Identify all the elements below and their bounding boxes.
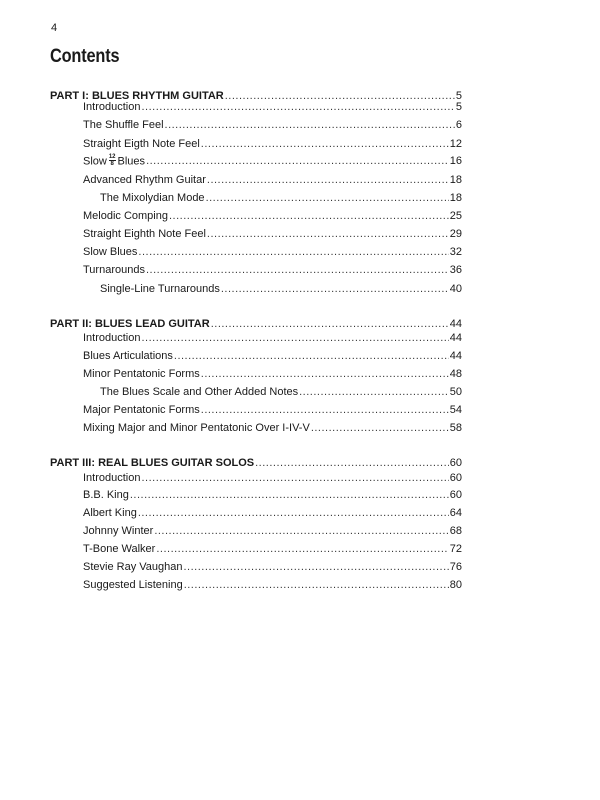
toc-entry (50, 332, 462, 345)
dot-leader (255, 457, 449, 470)
toc-entry (50, 457, 462, 470)
time-signature-bottom: 8 (110, 161, 114, 167)
toc-entry-page: 5 (455, 101, 462, 113)
dot-leader (206, 192, 449, 205)
toc-entry-page: 76 (449, 561, 462, 573)
toc-entry-title: PART II: BLUES LEAD GUITAR (50, 318, 210, 330)
toc-entry (50, 525, 462, 538)
toc-entry (50, 210, 462, 223)
toc-entry-title: The Blues Scale and Other Added Notes (100, 386, 299, 398)
toc-entry-title: The Mixolydian Mode (100, 192, 205, 204)
toc-entry-title: Introduction (83, 472, 141, 484)
toc-entry-title: Mixing Major and Minor Pentatonic Over I-IV-V (83, 422, 310, 434)
toc-entry-page: 36 (449, 264, 462, 276)
dot-leader (141, 332, 448, 345)
toc-entry-title-part: Slow (83, 155, 107, 168)
toc-entry (50, 283, 462, 296)
toc-entry-title: T-Bone Walker (83, 543, 156, 555)
toc-entry-title: Johnny Winter (83, 525, 154, 537)
dot-leader (201, 404, 449, 417)
dot-leader (138, 246, 448, 259)
dot-leader (165, 119, 455, 132)
dot-leader (183, 561, 448, 574)
toc-entry-page: 40 (449, 283, 462, 295)
toc-entry (50, 264, 462, 277)
toc-entry-page: 32 (449, 246, 462, 258)
toc-entry-title: Suggested Listening (83, 579, 183, 591)
toc-entry (50, 101, 462, 114)
dot-leader (141, 472, 448, 485)
toc-entry-title (83, 155, 145, 168)
page-number: 4 (51, 22, 58, 34)
toc-entry-title: PART III: REAL BLUES GUITAR SOLOS (50, 457, 255, 469)
dot-leader (138, 507, 449, 520)
dot-leader (201, 138, 449, 151)
toc-entry-title: PART I: BLUES RHYTHM GUITAR (50, 90, 224, 102)
toc-entry (50, 138, 462, 151)
toc-entry-page: 60 (449, 457, 462, 469)
dot-leader (311, 422, 449, 435)
toc-entry-page: 60 (449, 489, 462, 501)
dot-leader (130, 489, 449, 502)
toc-entry (50, 404, 462, 417)
toc-entry-title: Straight Eigth Note Feel (83, 138, 200, 150)
dot-leader (146, 155, 449, 168)
toc-entry (50, 422, 462, 435)
toc-entry-page: 18 (449, 192, 462, 204)
dot-leader (201, 368, 449, 381)
toc-entry-page: 5 (455, 90, 462, 102)
toc-entry-title: Minor Pentatonic Forms (83, 368, 200, 380)
toc-entry-title: Turnarounds (83, 264, 145, 276)
toc-entry-title: Single-Line Turnarounds (100, 283, 220, 295)
toc-entry-title: B.B. King (83, 489, 129, 501)
toc-entry-page: 80 (449, 579, 462, 591)
toc-entry-page: 12 (449, 138, 462, 150)
toc-entry-page: 68 (449, 525, 462, 537)
toc-entry-page: 50 (449, 386, 462, 398)
toc-entry-title: Major Pentatonic Forms (83, 404, 200, 416)
toc-entry (50, 472, 462, 485)
toc-entry (50, 119, 462, 132)
dot-leader (221, 283, 449, 296)
toc-entry (50, 246, 462, 259)
dot-leader (211, 318, 449, 331)
toc-entry (50, 386, 462, 399)
dot-leader (154, 525, 448, 538)
toc-entry-page: 64 (449, 507, 462, 519)
toc-entry-title: Introduction (83, 332, 141, 344)
time-signature-top: 12 (108, 154, 116, 160)
toc-entry-page: 6 (455, 119, 462, 131)
toc-entry-page: 44 (449, 332, 462, 344)
toc-entry (50, 489, 462, 502)
toc-entry (50, 368, 462, 381)
toc-entry (50, 579, 462, 592)
toc-entry-page: 25 (449, 210, 462, 222)
toc-entry-page: 54 (449, 404, 462, 416)
toc-entry-title: Slow Blues (83, 246, 138, 258)
dot-leader (156, 543, 448, 556)
toc-entry-page: 72 (449, 543, 462, 555)
toc-entry (50, 228, 462, 241)
toc-entry (50, 507, 462, 520)
toc-entry (50, 318, 462, 331)
toc-entry-page: 16 (449, 155, 462, 168)
toc-entry-title: Melodic Comping (83, 210, 168, 222)
dot-leader (169, 210, 449, 223)
toc-entry-title: Introduction (83, 101, 141, 113)
toc-entry-title-part: Blues (117, 155, 146, 168)
toc-entry-title: Albert King (83, 507, 137, 519)
toc-entry-page: 48 (449, 368, 462, 380)
dot-leader (207, 174, 449, 187)
toc-entry-page: 29 (449, 228, 462, 240)
toc-entry (50, 155, 462, 168)
toc-entry (50, 543, 462, 556)
toc-entry-title: Stevie Ray Vaughan (83, 561, 183, 573)
dot-leader (207, 228, 449, 241)
toc-entry-page: 44 (449, 318, 462, 330)
toc-entry-page: 44 (449, 350, 462, 362)
dot-leader (184, 579, 449, 592)
time-signature (109, 154, 116, 167)
page-title: Contents (50, 46, 120, 67)
dot-leader (141, 101, 454, 114)
toc-entry-title: Blues Articulations (83, 350, 173, 362)
toc-entry (50, 561, 462, 574)
dot-leader (299, 386, 449, 399)
toc-entry-title: Straight Eighth Note Feel (83, 228, 206, 240)
toc-entry-page: 58 (449, 422, 462, 434)
toc-entry-page: 60 (449, 472, 462, 484)
toc-entry (50, 192, 462, 205)
dot-leader (146, 264, 449, 277)
toc-entry-title: The Shuffle Feel (83, 119, 164, 131)
toc-entry-title: Advanced Rhythm Guitar (83, 174, 206, 186)
dot-leader (174, 350, 449, 363)
toc-entry (50, 350, 462, 363)
toc-entry (50, 174, 462, 187)
toc-entry-page: 18 (449, 174, 462, 186)
